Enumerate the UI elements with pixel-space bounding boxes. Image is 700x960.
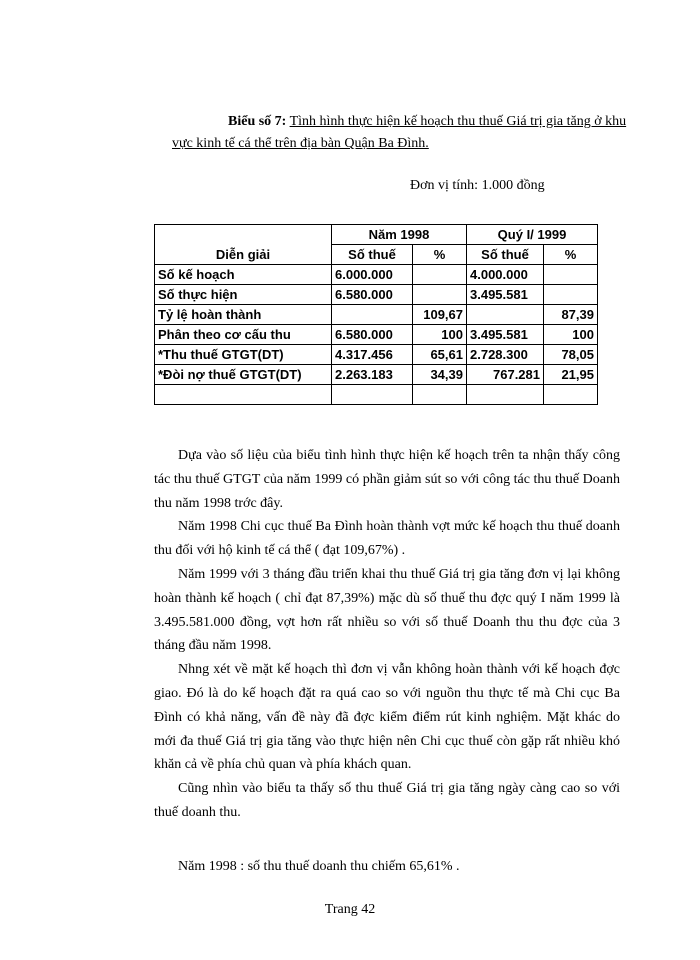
- table-cell: [467, 305, 544, 325]
- table-cell: 100: [413, 325, 467, 345]
- table-cell: Phân theo cơ cấu thu: [155, 325, 332, 345]
- table-header-row: [155, 225, 598, 245]
- paragraph: Năm 1998 : số thu thuế doanh thu chiếm 65,61% .: [178, 858, 460, 874]
- header-cell-year-1998: Năm 1998: [332, 225, 467, 245]
- table-cell: 6.580.000: [332, 325, 413, 345]
- table-cell: [413, 285, 467, 305]
- table-cell: [544, 285, 598, 305]
- table-cell: 21,95: [544, 365, 598, 385]
- table-row: [155, 265, 598, 285]
- table-cell: 2.263.183: [332, 365, 413, 385]
- table-cell: Tỷ lệ hoàn thành: [155, 305, 332, 325]
- table-cell: 6.580.000: [332, 285, 413, 305]
- table-cell: 3.495.581: [467, 325, 544, 345]
- table-cell: 4.317.456: [332, 345, 413, 365]
- table-cell: *Đòi nợ thuế GTGT(DT): [155, 365, 332, 385]
- table-row: [155, 385, 598, 405]
- table-cell: 78,05: [544, 345, 598, 365]
- header-cell-description: Diễn giải: [155, 245, 332, 265]
- table-cell: 3.495.581: [467, 285, 544, 305]
- table-cell: [332, 305, 413, 325]
- tax-table: [154, 224, 598, 405]
- caption-label: Biểu số 7:: [228, 114, 287, 129]
- table-cell: [413, 385, 467, 405]
- table-cell: Số thực hiện: [155, 285, 332, 305]
- table-cell: 6.000.000: [332, 265, 413, 285]
- header-cell-tax-amount: Số thuế: [467, 245, 544, 265]
- table-cell: [467, 385, 544, 405]
- header-cell-tax-amount: Số thuế: [332, 245, 413, 265]
- table-cell: [332, 385, 413, 405]
- table-caption: [172, 111, 632, 155]
- table-cell: 109,67: [413, 305, 467, 325]
- body-text: [154, 444, 620, 879]
- page-number: Trang 42: [324, 902, 376, 917]
- header-cell-percent: %: [544, 245, 598, 265]
- table-cell: [544, 385, 598, 405]
- table-cell: 100: [544, 325, 598, 345]
- table-cell: *Thu thuế GTGT(DT): [155, 345, 332, 365]
- paragraph: Dựa vào số liệu của biểu tình hình thực hiện kế hoạch trên ta nhận thấy công tác thu thuế GTGT của năm 1999 có phần giảm sút so với công tác thu thuế Doanh thu năm 1998 trớc đây.: [154, 448, 620, 511]
- table-cell: [544, 265, 598, 285]
- paragraph: Năm 1998 Chi cục thuế Ba Đình hoàn thành vợt mức kế hoạch thu thuế doanh thu đối với hộ kinh tế cá thể ( đạt 109,67%) .: [154, 519, 620, 559]
- table-row: [155, 365, 598, 385]
- table-cell: 87,39: [544, 305, 598, 325]
- table-cell: 767.281: [467, 365, 544, 385]
- caption-title: Tình hình thực hiện kế hoạch thu thuế Giá trị gia tăng ở khu vực kinh tế cá thể trên địa bàn Quận Ba Đình.: [172, 114, 627, 151]
- unit-note: Đơn vị tính: 1.000 đồng: [410, 178, 545, 193]
- table-cell: 2.728.300: [467, 345, 544, 365]
- paragraph: Cũng nhìn vào biểu ta thấy số thu thuế Giá trị gia tăng ngày càng cao so với thuế doanh thu.: [154, 781, 620, 820]
- paragraph: Nhng xét về mặt kế hoạch thì đơn vị vẫn không hoàn thành với kế hoạch đợc giao. Đó là do kế hoạch đặt ra quá cao so với nguồn thu thực tế mà Chi cục Ba Đình có khả năng, vấn đề này đã đợc kiểm điểm rút kinh nghiệm. Mặt khác do mới đa thuế Giá trị gia tăng vào thực hiện nên Chi cục thuế còn gặp rất nhiều khó khăn cả về phía chủ quan và phía khách quan.: [154, 662, 620, 773]
- header-cell-percent: %: [413, 245, 467, 265]
- table-row: [155, 305, 598, 325]
- header-cell-blank: [155, 225, 332, 245]
- header-cell-quarter-1999: Quý I/ 1999: [467, 225, 598, 245]
- table-cell: [413, 265, 467, 285]
- table-cell: 65,61: [413, 345, 467, 365]
- table-row: [155, 325, 598, 345]
- table-row: [155, 285, 598, 305]
- table-cell: [155, 385, 332, 405]
- table-cell: 34,39: [413, 365, 467, 385]
- paragraph: Năm 1999 với 3 tháng đầu triển khai thu thuế Giá trị gia tăng đơn vị lại không hoàn thành kế hoạch ( chỉ đạt 87,39%) mặc dù số thuế thu đợc quý I năm 1999 là 3.495.581.000 đồng, vợt hơn rất nhiều so với số thuế Doanh thu thu đợc của 3 tháng đầu năm 1998.: [154, 566, 620, 654]
- table-header-row: [155, 245, 598, 265]
- table-cell: 4.000.000: [467, 265, 544, 285]
- table-row: [155, 345, 598, 365]
- table-cell: Số kế hoạch: [155, 265, 332, 285]
